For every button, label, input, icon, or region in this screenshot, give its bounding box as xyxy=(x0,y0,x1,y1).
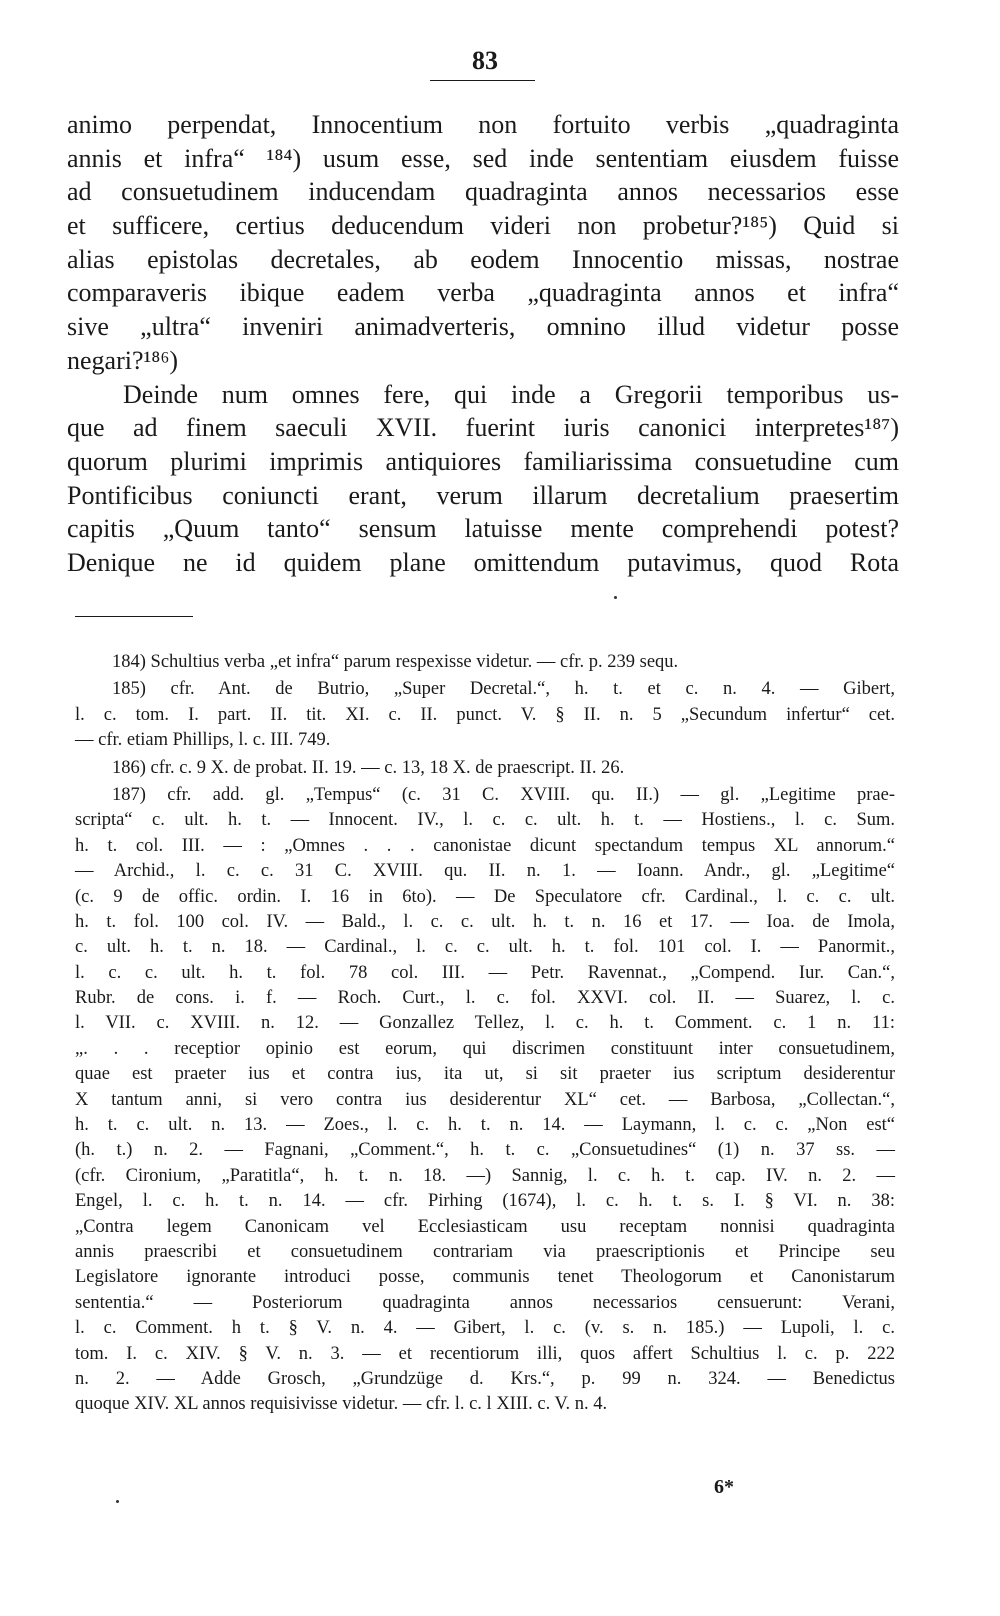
main-text-line: Denique ne id quidem plane omittendum putavimus, quod Rota xyxy=(67,547,899,577)
footnote-line: tom. I. c. XIV. § V. n. 3. — et recentiorum illi, quos affert Schultius l. c. p. 222 xyxy=(75,1343,895,1364)
footnote-line: Legislatore ignorante introduci posse, communis tenet Theologorum et Canonistarum xyxy=(75,1267,895,1288)
footnote-line: (c. 9 de offic. ordin. I. 16 in 6to). — De Speculatore cfr. Cardinal., l. c. c. ult. xyxy=(75,886,895,907)
main-text-line: sive „ultra“ inveniri animadverteris, omnino illud videtur posse xyxy=(67,312,899,342)
main-text-line: comparaveris ibique eadem verba „quadraginta annos et infra“ xyxy=(67,278,899,308)
main-text-line: Deinde num omnes fere, qui inde a Gregorii temporibus us- xyxy=(123,379,899,409)
main-text-body xyxy=(67,108,899,580)
printer-signature-mark: 6* xyxy=(714,1476,734,1498)
footnote-separator xyxy=(75,616,193,617)
footnote-line: sententia.“ — Posteriorum quadraginta annos necessarios censuerunt: Verani, xyxy=(75,1292,895,1313)
page-number: 83 xyxy=(472,46,498,75)
main-text-line: alias epistolas decretales, ab eodem Innocentio missas, nostrae xyxy=(67,244,899,274)
footnotes-block xyxy=(75,650,895,1418)
footnote-line: 187) cfr. add. gl. „Tempus“ (c. 31 C. XVIII. qu. II.) — gl. „Legitime prae- xyxy=(112,784,895,805)
footnote-line: h. t. fol. 100 col. IV. — Bald., l. c. c. ult. h. t. n. 16 et 17. — Ioa. de Imola, xyxy=(75,911,895,932)
footnote-line: — cfr. etiam Phillips, l. c. III. 749. xyxy=(75,730,331,751)
footnote-line: n. 2. — Adde Grosch, „Grundzüge d. Krs.“, p. 99 n. 324. — Benedictus xyxy=(75,1368,895,1389)
main-text-line: animo perpendat, Innocentium non fortuito verbis „quadraginta xyxy=(67,110,899,139)
footnote-line: h. t. c. ult. n. 13. — Zoes., l. c. h. t. n. 14. — Laymann, l. c. c. „Non est“ xyxy=(75,1115,895,1136)
footnote-line: Rubr. de cons. i. f. — Roch. Curt., l. c. fol. XXVI. col. II. — Suarez, l. c. xyxy=(75,988,895,1009)
footnote-line: „Contra legem Canonicam vel Ecclesiasticam usu receptam nonnisi quadraginta xyxy=(75,1216,895,1237)
page-number-underline xyxy=(430,80,535,81)
footnote-line: quae est praeter ius et contra ius, ita ut, si sit praeter ius scriptum desiderentur xyxy=(75,1064,895,1085)
footnote-line: 186) cfr. c. 9 X. de probat. II. 19. — c. 13, 18 X. de praescript. II. 26. xyxy=(112,757,625,778)
main-text-line: negari?¹⁸⁶) xyxy=(67,345,179,375)
footnote-line: — Archid., l. c. c. 31 C. XVIII. qu. II. n. 1. — Ioann. Andr., gl. „Legitime“ xyxy=(75,861,895,882)
main-text-line: que ad finem saeculi XVII. fuerint iuris canonici interpretes¹⁸⁷) xyxy=(67,413,899,443)
footnote-line: Engel, l. c. h. t. n. 14. — cfr. Pirhing (1674), l. c. h. t. s. I. § VI. n. 38: xyxy=(75,1191,895,1212)
footnote-line: X tantum anni, si vero contra ius desiderentur XL“ cet. — Barbosa, „Collectan.“, xyxy=(75,1089,895,1110)
footnote-line: scripta“ c. ult. h. t. — Innocent. IV., l. c. c. ult. h. t. — Hostiens., l. c. Sum. xyxy=(75,810,895,831)
footnote-line: 184) Schultius verba „et infra“ parum respexisse videtur. — cfr. p. 239 sequ. xyxy=(112,652,679,672)
footnote-line: l. c. tom. I. part. II. tit. XI. c. II. punct. V. § II. n. 5 „Secundum infertur“ cet. xyxy=(75,704,895,725)
main-text-line: quorum plurimi imprimis antiquiores familiarissima consuetudine cum xyxy=(67,446,899,476)
main-text-line: capitis „Quum tanto“ sensum latuisse mente comprehendi potest? xyxy=(67,514,899,544)
main-text-line: Pontificibus coniuncti erant, verum illarum decretalium praesertim xyxy=(67,480,899,510)
footnote-line: l. c. c. ult. h. t. fol. 78 col. III. — Petr. Ravennat., „Compend. Iur. Can.“, xyxy=(75,962,895,983)
footnote-line: 185) cfr. Ant. de Butrio, „Super Decretal.“, h. t. et c. n. 4. — Gibert, xyxy=(112,679,895,700)
main-text-line: annis et infra“ ¹⁸⁴) usum esse, sed inde sententiam eiusdem fuisse xyxy=(67,143,899,173)
footnote-line: quoque XIV. XL annos requisivisse videtur. — cfr. l. c. l XIII. c. V. n. 4. xyxy=(75,1394,608,1415)
footnote-line: annis praescribi et consuetudinem contrariam via praescriptionis et Principe seu xyxy=(75,1241,895,1262)
footnote-line: c. ult. h. t. n. 18. — Cardinal., l. c. c. ult. h. t. fol. 101 col. I. — Panormit., xyxy=(75,937,895,958)
footnote-line: l. VII. c. XVIII. n. 12. — Gonzallez Tellez, l. c. h. t. Comment. c. 1 n. 11: xyxy=(75,1013,895,1034)
footnote-line: l. c. Comment. h t. § V. n. 4. — Gibert, l. c. (v. s. n. 185.) — Lupoli, l. c. xyxy=(75,1318,895,1339)
footnote-line: (h. t.) n. 2. — Fagnani, „Comment.“, h. t. c. „Consuetudines“ (1) n. 37 ss. — xyxy=(75,1140,895,1161)
main-text-line: et sufficere, certius deducendum videri non probetur?¹⁸⁵) Quid si xyxy=(67,211,899,241)
stray-dot-mark xyxy=(116,1500,119,1503)
footnote-line: h. t. col. III. — : „Omnes . . . canonistae dicunt spectandum tempus XL annorum.“ xyxy=(75,835,895,856)
stray-dot-mark xyxy=(614,596,617,599)
footnote-line: „. . . receptior opinio est eorum, qui discrimen constituunt inter consuetudinem, xyxy=(75,1038,895,1059)
footnote-line: (cfr. Cironium, „Paratitla“, h. t. n. 18. —) Sannig, l. c. h. t. cap. IV. n. 2. — xyxy=(75,1165,895,1186)
main-text-line: ad consuetudinem inducendam quadraginta annos necessarios esse xyxy=(67,177,899,207)
